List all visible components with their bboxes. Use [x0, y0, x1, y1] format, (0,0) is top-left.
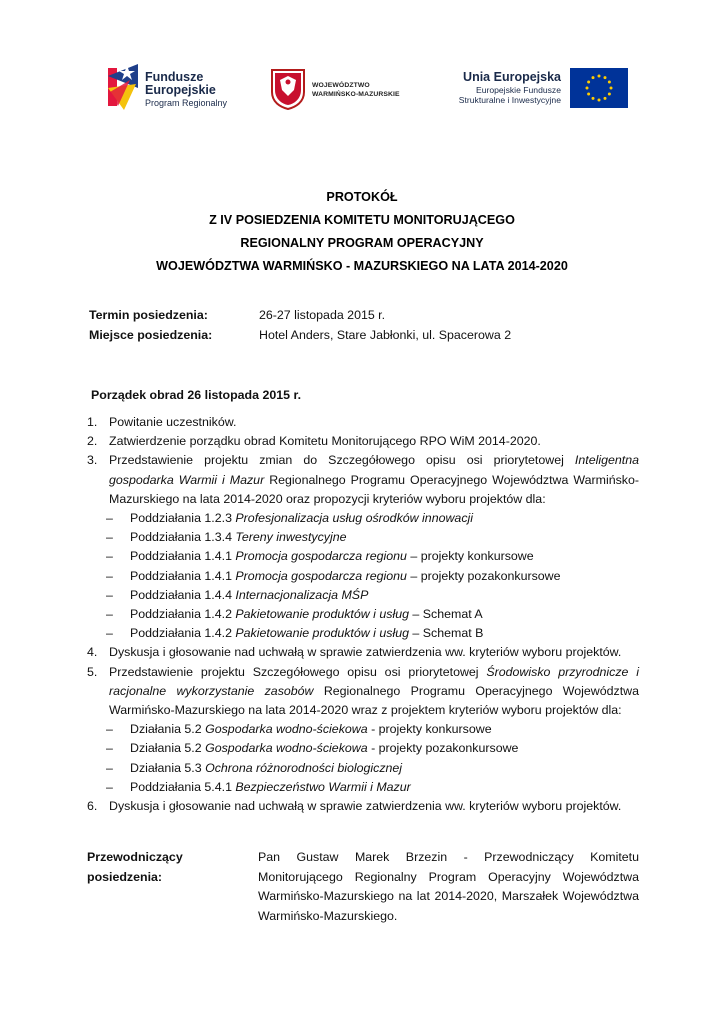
fe-line1: Fundusze [145, 70, 204, 84]
subitem-pre: Poddziałania 5.4.1 [130, 779, 236, 794]
title-line-4: WOJEWÓDZTWA WARMIŃSKO - MAZURSKIEGO NA LATA 2014-2020 [156, 259, 568, 273]
eu-star-icon [592, 97, 595, 100]
item-text-em: Środowisko przyrodnicze i racjonalne wykorzystanie zasobów [109, 664, 639, 698]
wojewodztwo-text [312, 81, 400, 99]
subitem-pre: Działania 5.2 [130, 722, 206, 737]
meeting-meta [89, 305, 511, 345]
eu-star-icon [592, 76, 595, 79]
place-value: Hotel Anders, Stare Jabłonki, ul. Spacerowa 2 [259, 328, 512, 342]
subitem-em: Ochrona różnorodności biologicznej [205, 760, 403, 775]
agenda-subitem [87, 605, 639, 624]
item-number: 5. [87, 664, 98, 679]
coat-of-arms-icon [270, 68, 306, 110]
eu-star-icon [586, 87, 589, 90]
subitem-pre: Poddziałania 1.4.1 [130, 568, 236, 583]
agenda-subitem [87, 586, 639, 605]
item-text-em: Inteligentna gospodarka Warmii i Mazur [109, 453, 639, 487]
subitem-em: Tereny inwestycyjne [235, 530, 347, 545]
item-text-post: Regionalnego Programu Operacyjnego Województwa Warmińsko-Mazurskiego na lata 2014-2020 oraz propozycji kryteriów wyboru projektów dla: [109, 472, 640, 506]
subitem-em: Profesjonalizacja usług ośrodków innowacji [235, 511, 474, 526]
ue-text [459, 70, 561, 105]
subitem-em: Gospodarka wodno-ściekowa [205, 722, 368, 737]
agenda-subitem [87, 509, 639, 528]
agenda-subitem [87, 528, 639, 547]
item-number: 3. [87, 453, 98, 468]
agenda-item-5 [87, 663, 639, 721]
title-line-2: Z IV POSIEDZENIA KOMITETU MONITORUJĄCEGO [209, 213, 515, 227]
agenda-subitem [87, 778, 639, 797]
eu-star-icon [587, 93, 590, 96]
meta-term-row [89, 305, 511, 325]
meta-place-row [89, 325, 511, 345]
item-text-post: Regionalnego Programu Operacyjnego Województwa Warmińsko-Mazurskiego na lata 2014-2020 wraz z projektem kryteriów wyboru projektów dla: [109, 683, 639, 718]
subitem-post: – projekty konkursowe [406, 549, 534, 564]
eu-star-icon [587, 81, 590, 84]
subitem-em: Internacjonalizacja MŚP [235, 587, 369, 602]
agenda-item-3-sublist [87, 509, 639, 643]
subitem-post: - projekty konkursowe [367, 722, 492, 737]
chairman-block [87, 848, 639, 926]
subitem-pre: Działania 5.2 [130, 741, 206, 756]
dash-bullet-icon: – [106, 587, 113, 602]
subitem-pre: Poddziałania 1.4.2 [130, 626, 236, 641]
wm-line2: WARMIŃSKO-MAZURSKIE [312, 91, 400, 98]
ue-line2: Strukturalne i Inwestycyjne [458, 95, 561, 105]
dash-bullet-icon: – [106, 549, 113, 564]
item-text-pre: Przedstawienie projektu zmian do Szczegółowego opisu osi priorytetowej [109, 453, 575, 468]
title-line-1: PROTOKÓŁ [326, 190, 398, 204]
agenda-item-6 [87, 797, 639, 816]
term-value: 26-27 listopada 2015 r. [259, 308, 386, 322]
subitem-post: – projekty pozakonkursowe [406, 568, 561, 583]
subitem-post: – Schemat A [408, 607, 483, 622]
item-text-pre: Przedstawienie projektu Szczegółowego opisu osi priorytetowej [109, 664, 487, 679]
item-number: 2. [87, 434, 98, 449]
agenda-item-2 [87, 432, 639, 451]
fundusze-europejskie-text [145, 71, 227, 110]
subitem-em: Gospodarka wodno-ściekowa [205, 741, 368, 756]
item-text: Powitanie uczestników. [109, 415, 237, 429]
subitem-em: Promocja gospodarcza regionu [235, 568, 407, 583]
dash-bullet-icon: – [106, 626, 113, 641]
item-number: 6. [87, 799, 98, 814]
document-title [0, 186, 724, 278]
ue-title: Unia Europejska [463, 70, 561, 84]
eu-star-icon [610, 87, 613, 90]
eu-star-icon [598, 75, 601, 78]
wojewodztwo-logo [270, 68, 410, 110]
subitem-pre: Poddziałania 1.4.1 [130, 549, 236, 564]
chairman-label: Przewodniczący posiedzenia: [87, 850, 183, 884]
item-text: Dyskusja i głosowanie nad uchwałą w sprawie zatwierdzenia ww. kryteriów wyboru projektów. [109, 645, 622, 660]
unia-europejska-logo [438, 64, 628, 114]
agenda-item-5-sublist [87, 720, 639, 797]
subitem-pre: Poddziałania 1.2.3 [130, 511, 236, 526]
eu-star-icon [598, 99, 601, 102]
subitem-pre: Poddziałania 1.3.4 [130, 530, 236, 545]
item-text: Zatwierdzenie porządku obrad Komitetu Monitorującego RPO WiM 2014-2020. [109, 434, 541, 449]
subitem-em: Pakietowanie produktów i usług [235, 607, 409, 622]
dash-bullet-icon: – [106, 779, 113, 794]
dash-bullet-icon: – [106, 607, 113, 622]
dash-bullet-icon: – [106, 530, 113, 545]
agenda-subitem [87, 759, 639, 778]
subitem-em: Promocja gospodarcza regionu [235, 549, 407, 564]
header-logos [108, 60, 628, 114]
dash-bullet-icon: – [106, 760, 113, 775]
wm-line1: WOJEWÓDZTWO [312, 82, 370, 89]
subitem-em: Pakietowanie produktów i usług [235, 626, 409, 641]
item-number: 4. [87, 645, 98, 660]
dash-bullet-icon: – [106, 722, 113, 737]
agenda-subitem [87, 739, 639, 758]
eu-star-icon [608, 93, 611, 96]
agenda-subitem [87, 720, 639, 739]
subitem-pre: Poddziałania 1.4.2 [130, 607, 236, 622]
dash-bullet-icon: – [106, 568, 113, 583]
term-label: Termin posiedzenia: [89, 308, 208, 322]
agenda-heading: Porządek obrad 26 listopada 2015 r. [91, 388, 302, 402]
place-label: Miejsce posiedzenia: [89, 328, 213, 342]
agenda-subitem [87, 547, 639, 566]
agenda-list [87, 413, 639, 816]
dash-bullet-icon: – [106, 511, 113, 526]
subitem-em: Bezpieczeństwo Warmii i Mazur [235, 779, 411, 794]
title-line-3: REGIONALNY PROGRAM OPERACYJNY [240, 236, 484, 250]
agenda-subitem [87, 567, 639, 586]
eu-flag-icon [570, 68, 628, 108]
dash-bullet-icon: – [106, 741, 113, 756]
subitem-pre: Poddziałania 1.4.4 [130, 587, 236, 602]
agenda-item-3 [87, 451, 639, 509]
item-number: 1. [87, 415, 98, 429]
eu-star-icon [608, 81, 611, 84]
subitem-post: - projekty pozakonkursowe [367, 741, 519, 756]
agenda-subitem [87, 624, 639, 643]
item-text: Dyskusja i głosowanie nad uchwałą w sprawie zatwierdzenia ww. kryteriów wyboru projektów. [109, 799, 622, 814]
chairman-value: Pan Gustaw Marek Brzezin - Przewodniczący Komitetu Monitorującego Regionalny Program Operacyjny Województwa Warmińsko-Mazurskiego na lat 2014-2020, Marszałek Województwa Warmińsko-Mazurskiego. [258, 850, 639, 923]
fundusze-europejskie-icon [108, 62, 140, 110]
eu-star-icon [604, 97, 607, 100]
eu-star-icon [604, 76, 607, 79]
fundusze-europejskie-logo [108, 62, 238, 112]
subitem-pre: Działania 5.3 [130, 760, 206, 775]
ue-line1: Europejskie Fundusze [475, 85, 561, 95]
agenda-item-4 [87, 643, 639, 662]
fe-line3: Program Regionalny [145, 98, 228, 108]
fe-line2: Europejskie [145, 83, 216, 97]
agenda-item-1 [87, 413, 639, 432]
subitem-post: – Schemat B [408, 626, 484, 641]
